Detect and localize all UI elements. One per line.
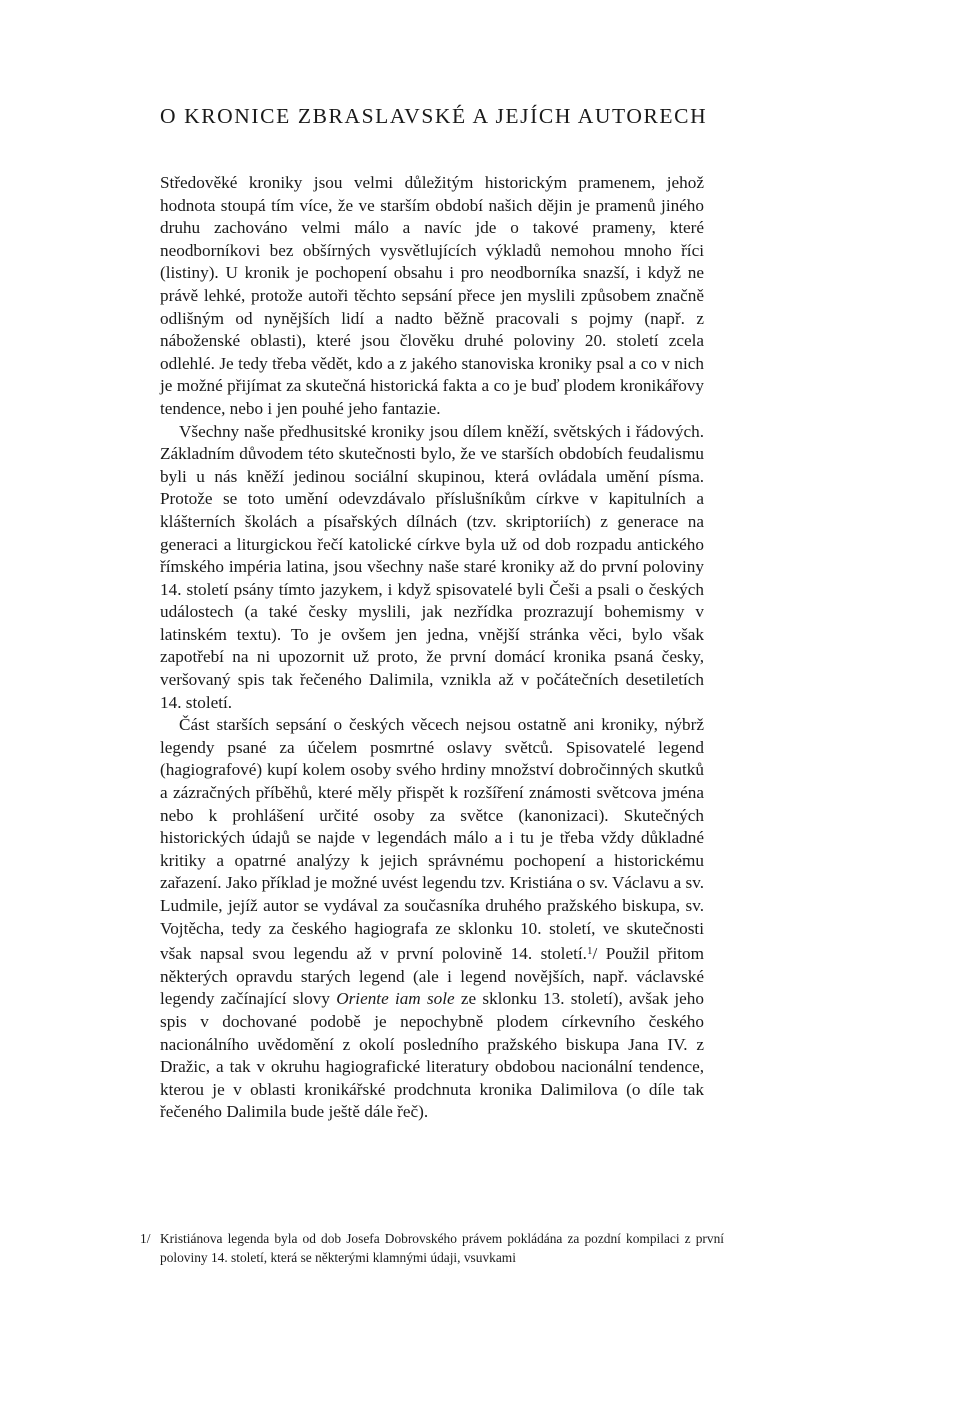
footnote (140, 1229, 724, 1267)
footnote-reference-slash: / (592, 944, 598, 964)
footnote-mark: 1/ (140, 1231, 151, 1246)
footnote-text: Kristiánova legenda byla od dob Josefa Dobrovského právem pokládána za pozdní kompilaci z první poloviny 14. století, která se některými klamnými údaji, vsuvkami (160, 1231, 724, 1265)
paragraph-2: Všechny naše předhusitské kroniky jsou dílem kněží, světských i řádových. Základním důvodem této skutečnosti bylo, že ve starších obdobích feudalismu byli u nás kněží jedinou sociální skupinou, která ovládala umění písma. Protože se toto umění odevzdávalo příslušníkům církve v kapitulních a klášterních školách a písařských dílnách (tzv. skriptoriích) z generace na generaci a liturgickou řečí katolické církve byla už od dob rozpadu antického římského impéria latina, jsou všechny naše staré kroniky až do první poloviny 14. století psány tímto jazykem, i když spisovatelé byli Češi a psali o českých událostech (a také česky myslili, jak nezřídka prozrazují bohemismy v latinském textu). To je ovšem jen jedna, vnější stránka věci, bylo však zapotřebí na ni upozornit už proto, že první domácí kronika psaná česky, veršovaný spis tak řečeného Dalimila, vznikla až v počátečních desetiletích 14. století. (160, 421, 704, 712)
italic-incipit: Oriente iam sole (336, 989, 455, 1009)
footnote-reference: 1 (586, 945, 593, 958)
body-text (160, 172, 704, 1124)
paragraph-3 (160, 714, 704, 1124)
chapter-title: O KRONICE ZBRASLAVSKÉ A JEJÍCH AUTORECH (160, 104, 708, 128)
paragraph-3-text: Část starších sepsání o českých věcech nejsou ostatně ani kroniky, nýbrž legendy psané za účelem posmrtné oslavy světců. Spisovatelé legend (hagiografové) kupí kolem osoby svého hrdiny množství dobročinných skutků a zázračných příběhů, které měly přispět k rozšíření známosti světcova jména nebo k prohlášení určité osoby za světce (kanonizaci). Skutečných historických údajů se najde v legendách málo a i tu je třeba vždy důkladné kritiky a opatrné analýzy k jejich správnému pochopení a historickému zařazení. Jako příklad je možné uvést legendu tzv. Kristiána o sv. Václavu a sv. Ludmile, jejíž autor se vydával za současníka druhého pražského biskupa, sv. Vojtěcha, tedy za českého hagiografa ze sklonku 10. století, ve skutečnosti však napsal svou legendu až v první polovině 14. století. (160, 715, 704, 964)
paragraph-3-text-end: ze sklonku 13. století), avšak jeho spis v dochované podobě je nepochybně plodem církevního českého nacionálního uvědomění z okolí posledního pražského biskupa Jana IV. z Dražic, a tak v okruhu hagiografické literatury obdobou nacionální tendence, kterou je v oblasti kronikářské prodchnuta kronika Dalimilova (o díle tak řečeného Dalimila bude ještě dále řeč). (160, 989, 704, 1122)
paragraph-1: Středověké kroniky jsou velmi důležitým historickým pramenem, jehož hodnota stoupá tím více, že ve starším období našich dějin je pramenů jiného druhu zachováno velmi málo a navíc jde o takové prameny, které neodborníkovi bez obšírných vysvětlujících výkladů nemohou mnoho říci (listiny). U kronik je pochopení obsahu i pro neodborníka snazší, i když ne právě lehké, protože autoři těchto sepsání přece jen myslili způsobem značně odlišným od nynějších lidí a nadto běžně pracovali s pojmy (např. z náboženské oblasti), které jsou člověku druhé poloviny 20. století zcela odlehlé. Je tedy třeba vědět, kdo a z jakého stanoviska kroniky psal a co v nich je možné přijímat za skutečná historická fakta a co je buď plodem kronikářovy tendence, nebo i jen pouhé jeho fantazie. (160, 173, 704, 418)
paragraph-3-text-cont: Použil přitom některých opravdu starých legend (ale i legend novějších, např. václavské legendy začínající slovy (160, 944, 704, 1009)
